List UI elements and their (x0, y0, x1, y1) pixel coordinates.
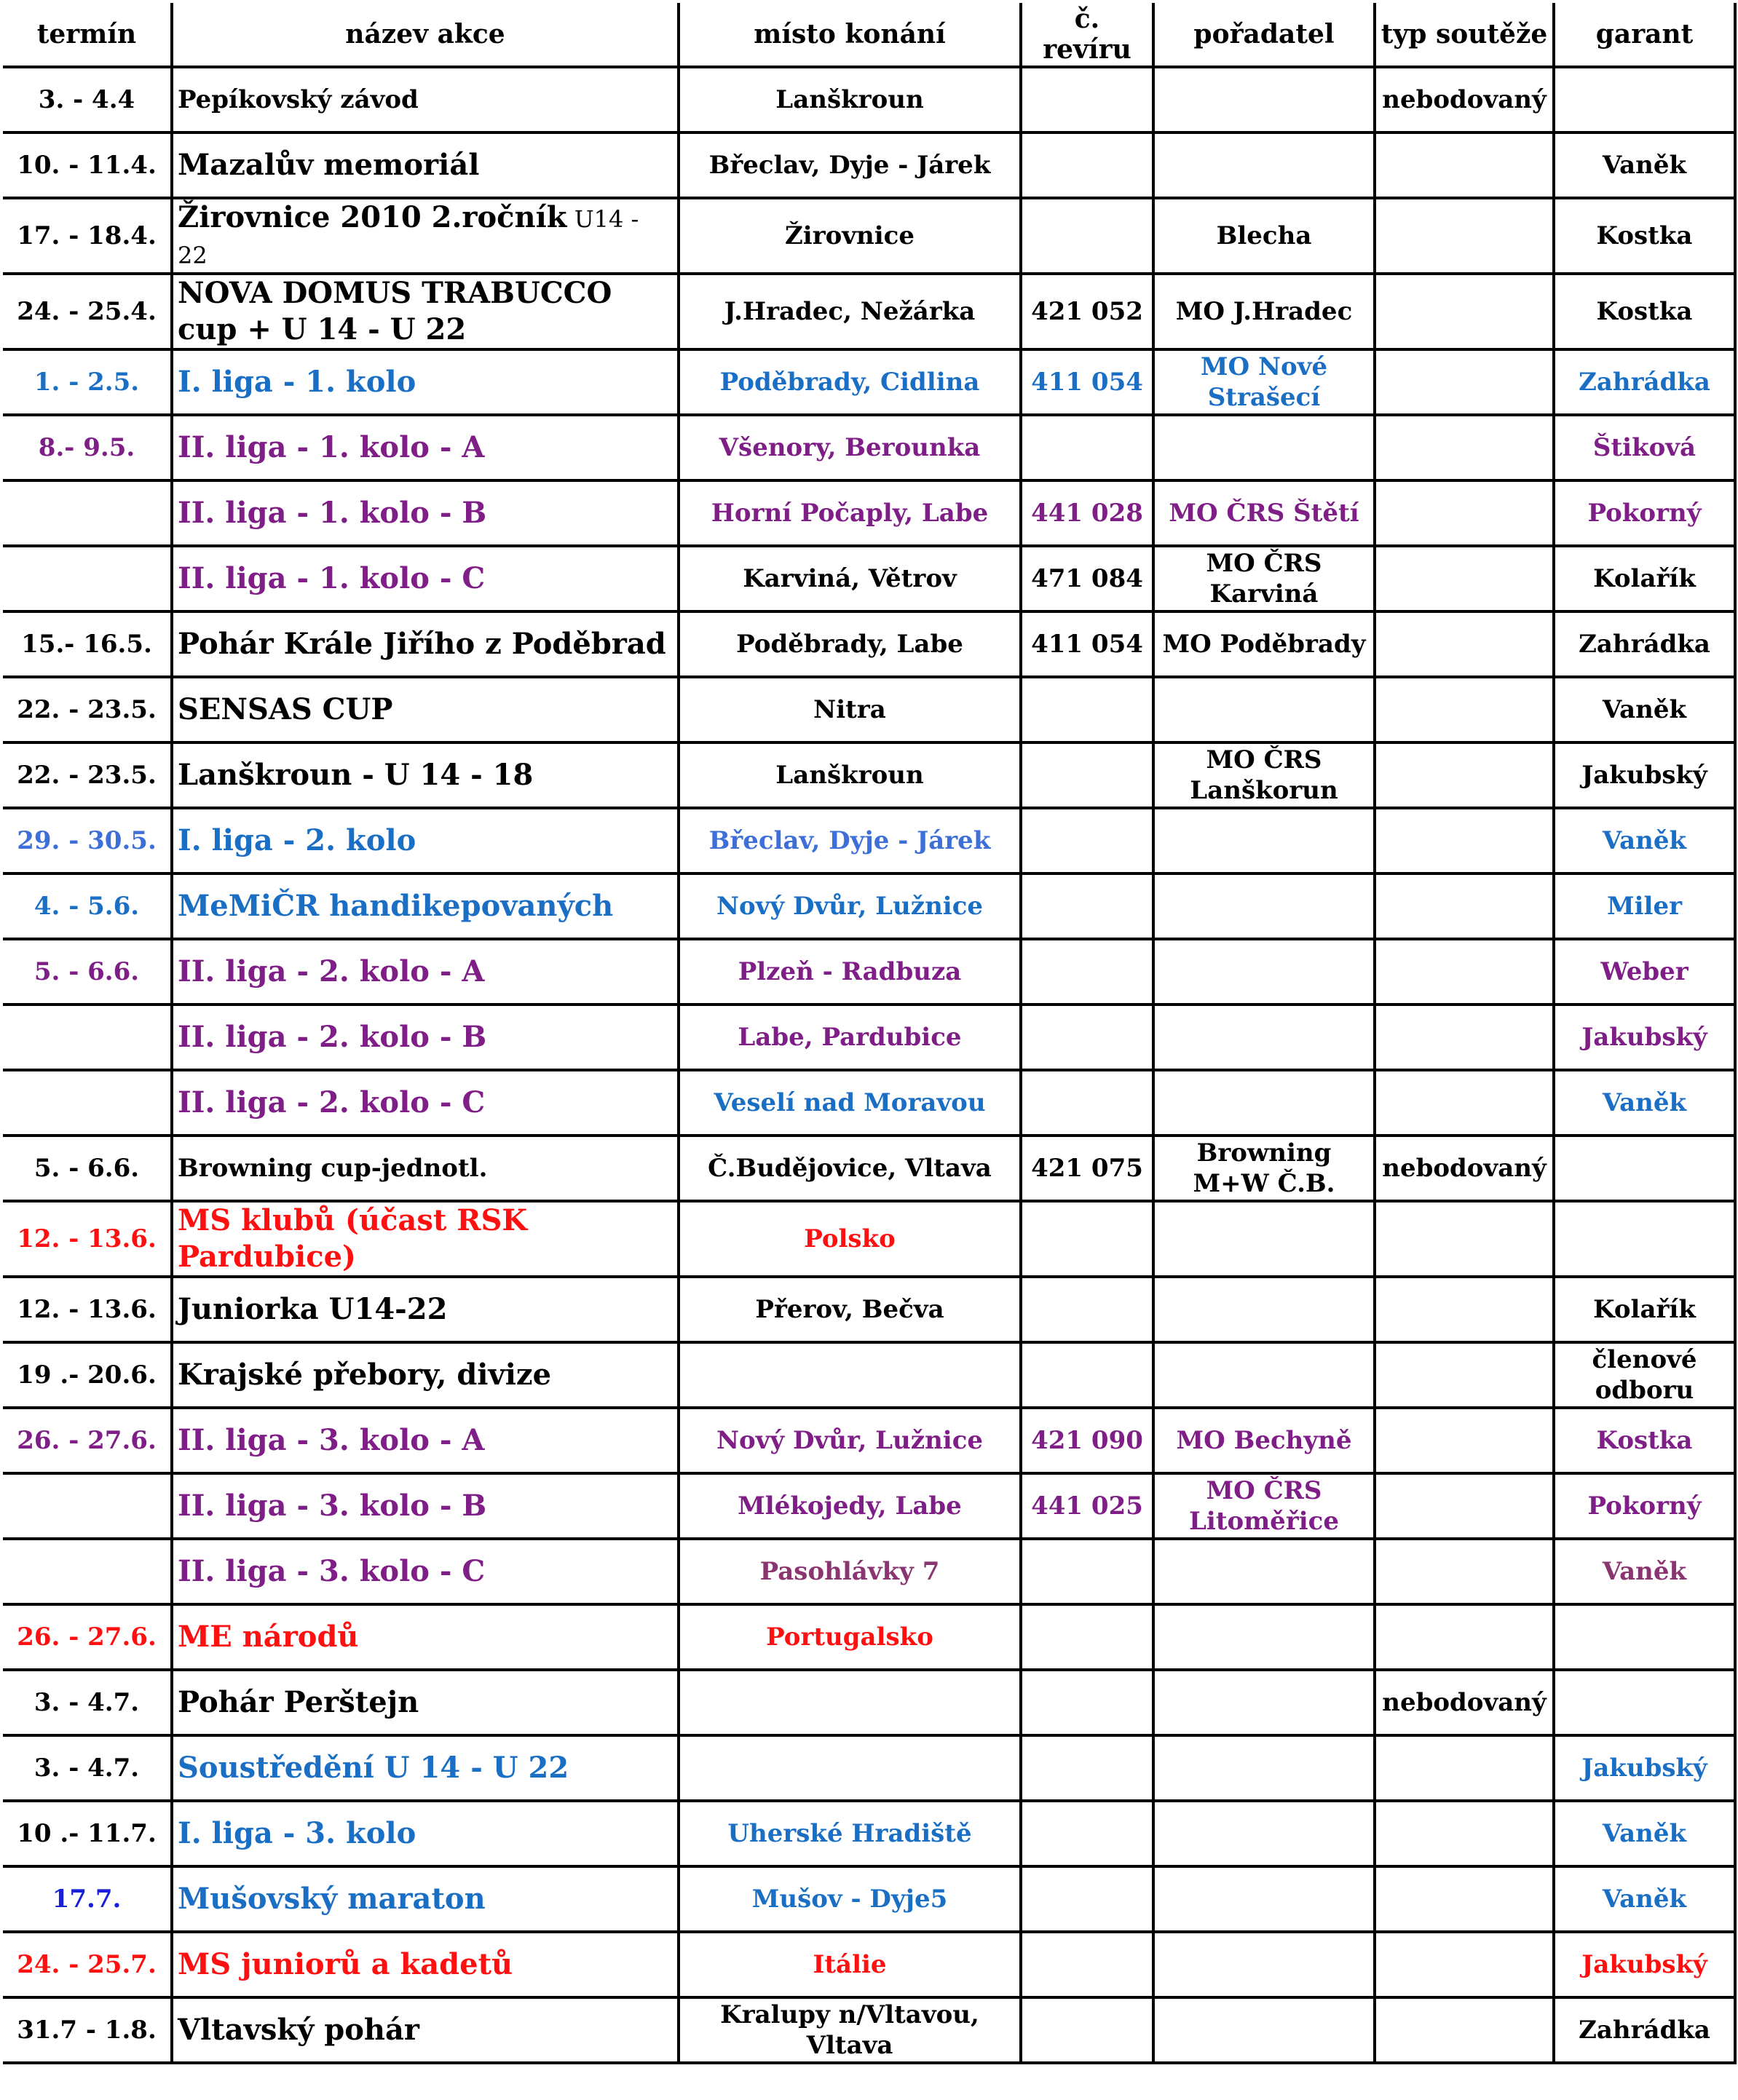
cell-misto: Veselí nad Moravou (679, 1070, 1021, 1136)
cell-revir (1021, 1866, 1153, 1932)
cell-poradatel (1153, 873, 1375, 939)
cell-nazev (172, 808, 679, 873)
event-name: II. liga - 1. kolo - C (178, 561, 486, 595)
cell-nazev (172, 677, 679, 742)
cell-misto: Pasohlávky 7 (679, 1539, 1021, 1604)
cell-garant (1554, 1604, 1735, 1670)
cell-garant: členové odboru (1554, 1342, 1735, 1408)
events-table (3, 3, 1737, 2064)
cell-nazev (172, 1801, 679, 1866)
cell-nazev (172, 1070, 679, 1136)
table-row (3, 1604, 1735, 1670)
cell-nazev (172, 873, 679, 939)
cell-typ (1375, 742, 1554, 808)
cell-typ (1375, 1735, 1554, 1801)
event-name: II. liga - 3. kolo - A (178, 1423, 485, 1457)
event-name: Vltavský pohár (178, 2013, 419, 2047)
cell-misto: Nový Dvůr, Lužnice (679, 873, 1021, 939)
cell-revir (1021, 1342, 1153, 1408)
cell-garant (1554, 67, 1735, 132)
header-nazev: název akce (172, 3, 679, 67)
cell-misto: Poděbrady, Labe (679, 611, 1021, 677)
cell-garant: Kostka (1554, 198, 1735, 274)
cell-nazev (172, 349, 679, 415)
cell-typ (1375, 132, 1554, 198)
cell-garant: Miler (1554, 873, 1735, 939)
cell-poradatel (1153, 1801, 1375, 1866)
table-row (3, 198, 1735, 274)
cell-poradatel: MO J.Hradec (1153, 274, 1375, 349)
table-row (3, 480, 1735, 546)
event-name: SENSAS CUP (178, 692, 393, 726)
cell-revir: 411 054 (1021, 349, 1153, 415)
table-row (3, 611, 1735, 677)
cell-garant: Jakubský (1554, 742, 1735, 808)
cell-misto: Plzeň - Radbuza (679, 939, 1021, 1005)
cell-typ (1375, 198, 1554, 274)
cell-poradatel (1153, 1932, 1375, 1997)
cell-misto: Poděbrady, Cidlina (679, 349, 1021, 415)
cell-garant: Vaněk (1554, 1070, 1735, 1136)
table-row (3, 1801, 1735, 1866)
cell-termin: 10 .- 11.7. (3, 1801, 172, 1866)
cell-termin (3, 1070, 172, 1136)
event-name: MS juniorů a kadetů (178, 1947, 513, 1981)
cell-nazev (172, 1866, 679, 1932)
table-row (3, 1070, 1735, 1136)
cell-typ (1375, 1408, 1554, 1473)
cell-revir: 421 075 (1021, 1136, 1153, 1201)
cell-nazev (172, 611, 679, 677)
cell-garant: Vaněk (1554, 1801, 1735, 1866)
event-name: MeMiČR handikepovaných (178, 889, 614, 923)
cell-garant: Kolařík (1554, 1277, 1735, 1342)
cell-revir: 441 028 (1021, 480, 1153, 546)
cell-typ (1375, 611, 1554, 677)
event-name: II. liga - 2. kolo - B (178, 1020, 487, 1054)
cell-revir (1021, 808, 1153, 873)
cell-poradatel (1153, 1277, 1375, 1342)
cell-typ (1375, 808, 1554, 873)
cell-nazev (172, 939, 679, 1005)
cell-poradatel (1153, 1539, 1375, 1604)
cell-typ (1375, 1005, 1554, 1070)
event-name: Juniorka U14-22 (178, 1292, 448, 1326)
cell-revir (1021, 1801, 1153, 1866)
cell-termin: 24. - 25.4. (3, 274, 172, 349)
cell-poradatel (1153, 677, 1375, 742)
table-row (3, 1201, 1735, 1277)
cell-typ (1375, 480, 1554, 546)
table-row (3, 1005, 1735, 1070)
event-name: Mazalův memoriál (178, 148, 480, 182)
table-row (3, 873, 1735, 939)
cell-misto: Labe, Pardubice (679, 1005, 1021, 1070)
cell-poradatel: MO ČRS Štětí (1153, 480, 1375, 546)
cell-termin: 5. - 6.6. (3, 1136, 172, 1201)
cell-termin: 3. - 4.4 (3, 67, 172, 132)
cell-nazev (172, 742, 679, 808)
cell-poradatel (1153, 1342, 1375, 1408)
cell-revir: 421 052 (1021, 274, 1153, 349)
table-row (3, 546, 1735, 611)
cell-garant: Kolařík (1554, 546, 1735, 611)
event-name: Soustředění U 14 - U 22 (178, 1751, 569, 1785)
cell-nazev (172, 480, 679, 546)
cell-poradatel (1153, 1604, 1375, 1670)
cell-termin (3, 1005, 172, 1070)
cell-poradatel (1153, 1670, 1375, 1735)
cell-revir (1021, 1277, 1153, 1342)
cell-revir (1021, 1997, 1153, 2063)
cell-typ (1375, 1277, 1554, 1342)
cell-revir: 421 090 (1021, 1408, 1153, 1473)
event-name: Krajské přebory, divize (178, 1358, 552, 1392)
header-termin: termín (3, 3, 172, 67)
event-name: Pohár Perštejn (178, 1685, 419, 1719)
cell-garant: Štiková (1554, 415, 1735, 480)
cell-misto: Portugalsko (679, 1604, 1021, 1670)
cell-termin: 31.7 - 1.8. (3, 1997, 172, 2063)
cell-nazev (172, 415, 679, 480)
table-row (3, 1932, 1735, 1997)
cell-poradatel (1153, 1866, 1375, 1932)
cell-misto: Č.Budějovice, Vltava (679, 1136, 1021, 1201)
cell-termin: 3. - 4.7. (3, 1735, 172, 1801)
cell-misto: J.Hradec, Nežárka (679, 274, 1021, 349)
cell-poradatel (1153, 939, 1375, 1005)
cell-typ (1375, 1473, 1554, 1539)
event-tag: U14 - 22 (178, 205, 639, 269)
cell-poradatel (1153, 1735, 1375, 1801)
cell-nazev (172, 546, 679, 611)
event-name: Pepíkovský závod (178, 84, 419, 114)
cell-termin: 10. - 11.4. (3, 132, 172, 198)
cell-garant: Vaněk (1554, 1539, 1735, 1604)
cell-garant: Jakubský (1554, 1932, 1735, 1997)
cell-termin: 1. - 2.5. (3, 349, 172, 415)
cell-misto: Mlékojedy, Labe (679, 1473, 1021, 1539)
cell-garant: Pokorný (1554, 480, 1735, 546)
cell-nazev (172, 1342, 679, 1408)
cell-poradatel: Browning M+W Č.B. (1153, 1136, 1375, 1201)
cell-termin: 3. - 4.7. (3, 1670, 172, 1735)
event-name: ME národů (178, 1620, 359, 1654)
cell-poradatel (1153, 1997, 1375, 2063)
cell-typ (1375, 1070, 1554, 1136)
event-name: I. liga - 1. kolo (178, 365, 416, 399)
cell-poradatel (1153, 1005, 1375, 1070)
table-row (3, 939, 1735, 1005)
cell-poradatel (1153, 67, 1375, 132)
cell-misto: Karviná, Větrov (679, 546, 1021, 611)
cell-nazev (172, 1997, 679, 2063)
cell-termin: 26. - 27.6. (3, 1408, 172, 1473)
cell-termin: 4. - 5.6. (3, 873, 172, 939)
cell-poradatel: Blecha (1153, 198, 1375, 274)
event-name: Browning cup-jednotl. (178, 1153, 488, 1183)
cell-garant: Jakubský (1554, 1005, 1735, 1070)
cell-typ: nebodovaný (1375, 67, 1554, 132)
cell-garant: Kostka (1554, 1408, 1735, 1473)
event-name: Pohár Krále Jiřího z Poděbrad (178, 627, 666, 661)
cell-garant: Kostka (1554, 274, 1735, 349)
cell-garant (1554, 1136, 1735, 1201)
event-name: MS klubů (účast RSK Pardubice) (178, 1203, 528, 1274)
table-row (3, 1473, 1735, 1539)
cell-misto: Lanškroun (679, 67, 1021, 132)
cell-revir (1021, 873, 1153, 939)
cell-revir (1021, 1932, 1153, 1997)
table-row (3, 1997, 1735, 2063)
table-row (3, 349, 1735, 415)
cell-typ (1375, 1201, 1554, 1277)
cell-termin: 29. - 30.5. (3, 808, 172, 873)
table-row (3, 1277, 1735, 1342)
cell-typ (1375, 1932, 1554, 1997)
cell-poradatel (1153, 808, 1375, 873)
header-poradatel: pořadatel (1153, 3, 1375, 67)
table-row (3, 67, 1735, 132)
cell-poradatel: MO Poděbrady (1153, 611, 1375, 677)
cell-typ (1375, 1604, 1554, 1670)
cell-misto: Břeclav, Dyje - Járek (679, 808, 1021, 873)
cell-misto: Všenory, Berounka (679, 415, 1021, 480)
cell-revir: 411 054 (1021, 611, 1153, 677)
cell-nazev (172, 1473, 679, 1539)
cell-typ (1375, 939, 1554, 1005)
cell-typ (1375, 349, 1554, 415)
cell-revir (1021, 415, 1153, 480)
cell-poradatel (1153, 1070, 1375, 1136)
table-row (3, 132, 1735, 198)
cell-misto: Mušov - Dyje5 (679, 1866, 1021, 1932)
cell-termin (3, 1539, 172, 1604)
cell-misto: Nový Dvůr, Lužnice (679, 1408, 1021, 1473)
event-name: II. liga - 1. kolo - A (178, 430, 485, 464)
cell-garant: Jakubský (1554, 1735, 1735, 1801)
cell-poradatel (1153, 415, 1375, 480)
cell-revir (1021, 132, 1153, 198)
event-name: II. liga - 2. kolo - C (178, 1085, 486, 1120)
table-row (3, 1408, 1735, 1473)
cell-garant: Weber (1554, 939, 1735, 1005)
cell-termin: 17.7. (3, 1866, 172, 1932)
cell-termin: 24. - 25.7. (3, 1932, 172, 1997)
cell-termin: 5. - 6.6. (3, 939, 172, 1005)
cell-termin: 22. - 23.5. (3, 677, 172, 742)
cell-revir (1021, 198, 1153, 274)
table-row (3, 1735, 1735, 1801)
cell-termin: 22. - 23.5. (3, 742, 172, 808)
cell-typ: nebodovaný (1375, 1670, 1554, 1735)
event-name: Žirovnice 2010 2.ročník (178, 200, 567, 234)
cell-poradatel: MO ČRS Lanškorun (1153, 742, 1375, 808)
cell-revir: 441 025 (1021, 1473, 1153, 1539)
cell-nazev (172, 1201, 679, 1277)
event-name: NOVA DOMUS TRABUCCO cup + U 14 - U 22 (178, 276, 612, 346)
cell-nazev (172, 274, 679, 349)
cell-typ (1375, 1539, 1554, 1604)
cell-poradatel: MO Bechyně (1153, 1408, 1375, 1473)
table-row (3, 1342, 1735, 1408)
header-misto: místo konání (679, 3, 1021, 67)
cell-nazev (172, 198, 679, 274)
cell-garant (1554, 1670, 1735, 1735)
event-name: II. liga - 3. kolo - B (178, 1489, 487, 1523)
cell-nazev (172, 1932, 679, 1997)
cell-typ (1375, 546, 1554, 611)
cell-typ (1375, 415, 1554, 480)
table-row (3, 274, 1735, 349)
cell-revir (1021, 1201, 1153, 1277)
cell-garant: Pokorný (1554, 1473, 1735, 1539)
event-name: I. liga - 3. kolo (178, 1816, 416, 1850)
cell-typ (1375, 1997, 1554, 2063)
cell-typ (1375, 1342, 1554, 1408)
table-row (3, 677, 1735, 742)
cell-poradatel: MO ČRS Karviná (1153, 546, 1375, 611)
cell-revir (1021, 939, 1153, 1005)
table-row (3, 415, 1735, 480)
event-name: I. liga - 2. kolo (178, 823, 416, 857)
event-name: Mušovský maraton (178, 1882, 486, 1916)
cell-nazev (172, 1735, 679, 1801)
cell-typ (1375, 677, 1554, 742)
cell-typ (1375, 1801, 1554, 1866)
cell-termin (3, 480, 172, 546)
cell-misto (679, 1670, 1021, 1735)
cell-termin (3, 1473, 172, 1539)
cell-poradatel: MO ČRS Litoměřice (1153, 1473, 1375, 1539)
event-name: Lanškroun - U 14 - 18 (178, 758, 534, 792)
cell-nazev (172, 1539, 679, 1604)
cell-revir (1021, 677, 1153, 742)
cell-misto: Uherské Hradiště (679, 1801, 1021, 1866)
cell-revir: 471 084 (1021, 546, 1153, 611)
cell-typ (1375, 873, 1554, 939)
cell-revir (1021, 1604, 1153, 1670)
table-row (3, 1136, 1735, 1201)
cell-nazev (172, 1604, 679, 1670)
cell-nazev (172, 67, 679, 132)
cell-typ (1375, 1866, 1554, 1932)
table-row (3, 1670, 1735, 1735)
cell-typ: nebodovaný (1375, 1136, 1554, 1201)
event-name: II. liga - 2. kolo - A (178, 954, 485, 988)
cell-termin: 26. - 27.6. (3, 1604, 172, 1670)
cell-nazev (172, 1005, 679, 1070)
header-garant: garant (1554, 3, 1735, 67)
cell-poradatel: MO Nové Strašecí (1153, 349, 1375, 415)
cell-misto: Břeclav, Dyje - Járek (679, 132, 1021, 198)
cell-poradatel (1153, 1201, 1375, 1277)
event-name: II. liga - 1. kolo - B (178, 496, 487, 530)
cell-misto: Nitra (679, 677, 1021, 742)
cell-misto: Lanškroun (679, 742, 1021, 808)
table-row (3, 1866, 1735, 1932)
cell-misto (679, 1342, 1021, 1408)
cell-revir (1021, 1070, 1153, 1136)
cell-nazev (172, 1408, 679, 1473)
table-row (3, 808, 1735, 873)
header-row (3, 3, 1735, 67)
cell-misto: Žirovnice (679, 198, 1021, 274)
cell-garant: Zahrádka (1554, 611, 1735, 677)
cell-termin: 12. - 13.6. (3, 1201, 172, 1277)
cell-poradatel (1153, 132, 1375, 198)
cell-misto: Polsko (679, 1201, 1021, 1277)
table-row (3, 1539, 1735, 1604)
cell-nazev (172, 132, 679, 198)
table-row (3, 742, 1735, 808)
cell-nazev (172, 1136, 679, 1201)
cell-typ (1375, 274, 1554, 349)
cell-garant: Vaněk (1554, 132, 1735, 198)
cell-nazev (172, 1277, 679, 1342)
cell-misto: Přerov, Bečva (679, 1277, 1021, 1342)
event-name: II. liga - 3. kolo - C (178, 1554, 486, 1588)
cell-revir (1021, 1005, 1153, 1070)
cell-garant (1554, 1201, 1735, 1277)
cell-garant: Vaněk (1554, 1866, 1735, 1932)
cell-termin: 15.- 16.5. (3, 611, 172, 677)
cell-termin (3, 546, 172, 611)
cell-revir (1021, 1539, 1153, 1604)
cell-termin: 12. - 13.6. (3, 1277, 172, 1342)
cell-garant: Vaněk (1554, 677, 1735, 742)
cell-termin: 17. - 18.4. (3, 198, 172, 274)
cell-termin: 8.- 9.5. (3, 415, 172, 480)
cell-revir (1021, 742, 1153, 808)
cell-garant: Zahrádka (1554, 1997, 1735, 2063)
events-body (3, 67, 1735, 2063)
cell-revir (1021, 67, 1153, 132)
cell-misto: Itálie (679, 1932, 1021, 1997)
header-typ: typ soutěže (1375, 3, 1554, 67)
cell-nazev (172, 1670, 679, 1735)
cell-misto (679, 1735, 1021, 1801)
cell-garant: Vaněk (1554, 808, 1735, 873)
cell-misto: Horní Počaply, Labe (679, 480, 1021, 546)
header-revir: č. revíru (1021, 3, 1153, 67)
cell-revir (1021, 1735, 1153, 1801)
cell-garant: Zahrádka (1554, 349, 1735, 415)
cell-misto: Kralupy n/Vltavou, Vltava (679, 1997, 1021, 2063)
cell-termin: 19 .- 20.6. (3, 1342, 172, 1408)
cell-revir (1021, 1670, 1153, 1735)
